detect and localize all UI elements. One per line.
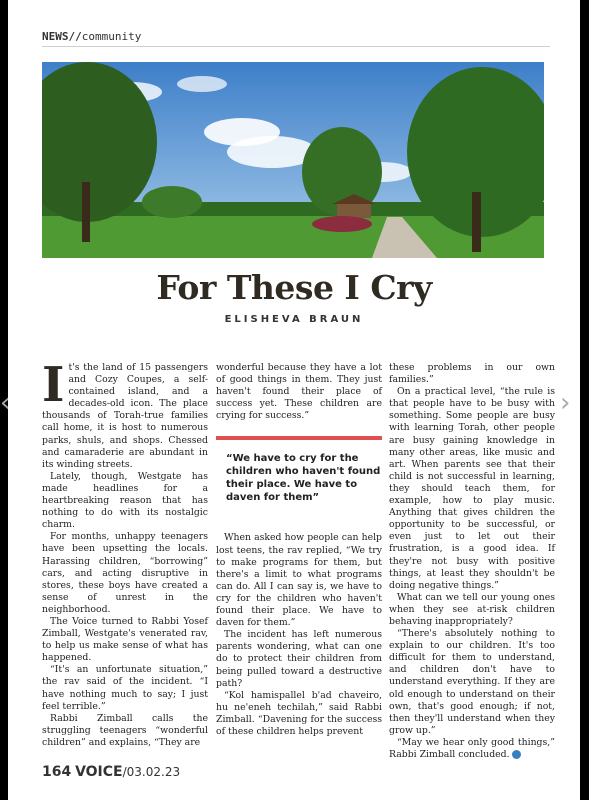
paragraph: “It's an unfortunate situation,” the rav said of the incident. “I have nothing much to say; I just feel terrible.” [42,664,208,712]
park-photo [42,62,544,258]
page-footer [42,764,180,780]
paragraph: these problems in our own families.” [389,362,555,386]
paragraph: Rabbi Zimball calls the struggling teenagers “wonderful children” and explains, “They are [42,712,208,748]
section-header [42,30,141,43]
paragraph: For months, unhappy teenagers have been upsetting the locals. Harassing children, “borrowing” cars, and acting disruptive in stores, these boys have created a sense of unrest in the neighborhood. [42,531,208,615]
section-label: NEWS// [42,30,82,43]
pull-quote [216,436,382,504]
pull-quote-text: “We have to cry for the children who haven't found their place. We have to daven for them” [226,453,381,504]
magazine-brand: VOICE [75,764,123,780]
paragraph: wonderful because they have a lot of good things in them. They just haven't found their place of success yet. These children are crying for success.” [216,362,382,422]
paragraph: When asked how people can help lost teens, the rav replied, “We try to make programs for them, but there's a limit to what programs can do. All I can say is, we have to cry for the children who haven't found their place. We have to daven for them.” [216,532,382,629]
article-title: For These I Cry [156,268,432,307]
paragraph: Lately, though, Westgate has made headlines for a heartbreaking reason that has nothing to do with its nostalgic charm. [42,470,208,531]
end-mark-icon [512,750,521,759]
issue-date: /03.02.23 [122,765,181,779]
article-column-2 [216,362,382,738]
paragraph: “Kol hamispallel b'ad chaveiro, hu ne'eneh techilah,” said Rabbi Zimball. “Davening for the success of these children helps prevent [216,689,382,737]
paragraph: What can we tell our young ones when they see at-risk children behaving inappropriately? [389,591,555,627]
chevron-left-icon[interactable]: ‹ [0,388,11,418]
paragraph: On a practical level, “the rule is that people have to be busy with something. Some people are busy with learning Torah, other people are busy gaining knowledge in many other areas, like music and art. When parents see that their child is not successful in learning, they should teach them, for example, how to play music. Anything that gives children the opportunity to be successful, or even just to let out their frustration, is a good idea. If they're not busy with positive things, at least they shouldn't be doing negative things.” [389,386,555,591]
paragraph: The incident has left numerous parents wondering, what can one do to protect their children from being pulled toward a destructive path? [216,629,382,689]
magazine-page [8,0,580,800]
drop-cap: I [42,357,65,413]
author-byline: ELISHEVA BRAUN [224,314,364,325]
page-number: 164 [42,764,72,780]
paragraph: The Voice turned to Rabbi Yosef Zimball, Westgate's venerated rav, to help us make sense of what has happened. [42,615,208,664]
article-column-3 [389,362,555,761]
header-divider [42,46,550,47]
paragraph: “May we hear only good things,” Rabbi Zimball concluded. [389,736,555,760]
chevron-right-icon[interactable]: › [560,388,571,418]
article-column-1 [42,357,208,749]
paragraph: “There's absolutely nothing to explain to our children. It's too difficult for them to understand, and children don't have to understand everything. If they are old enough to understand on their own, that's good enough; if not, then they'll understand when they grow up.” [389,628,555,736]
paragraph: It's the land of 15 passengers and Cozy Coupes, a self-contained island, and a decades-old icon. The place thousands of Torah-true families call home, it is host to numerous parks, shuls, and shops. Chessed and camaraderie are abundant in its winding streets. [42,357,208,470]
pull-quote-rule [216,436,382,440]
subsection-label: community [81,30,142,43]
